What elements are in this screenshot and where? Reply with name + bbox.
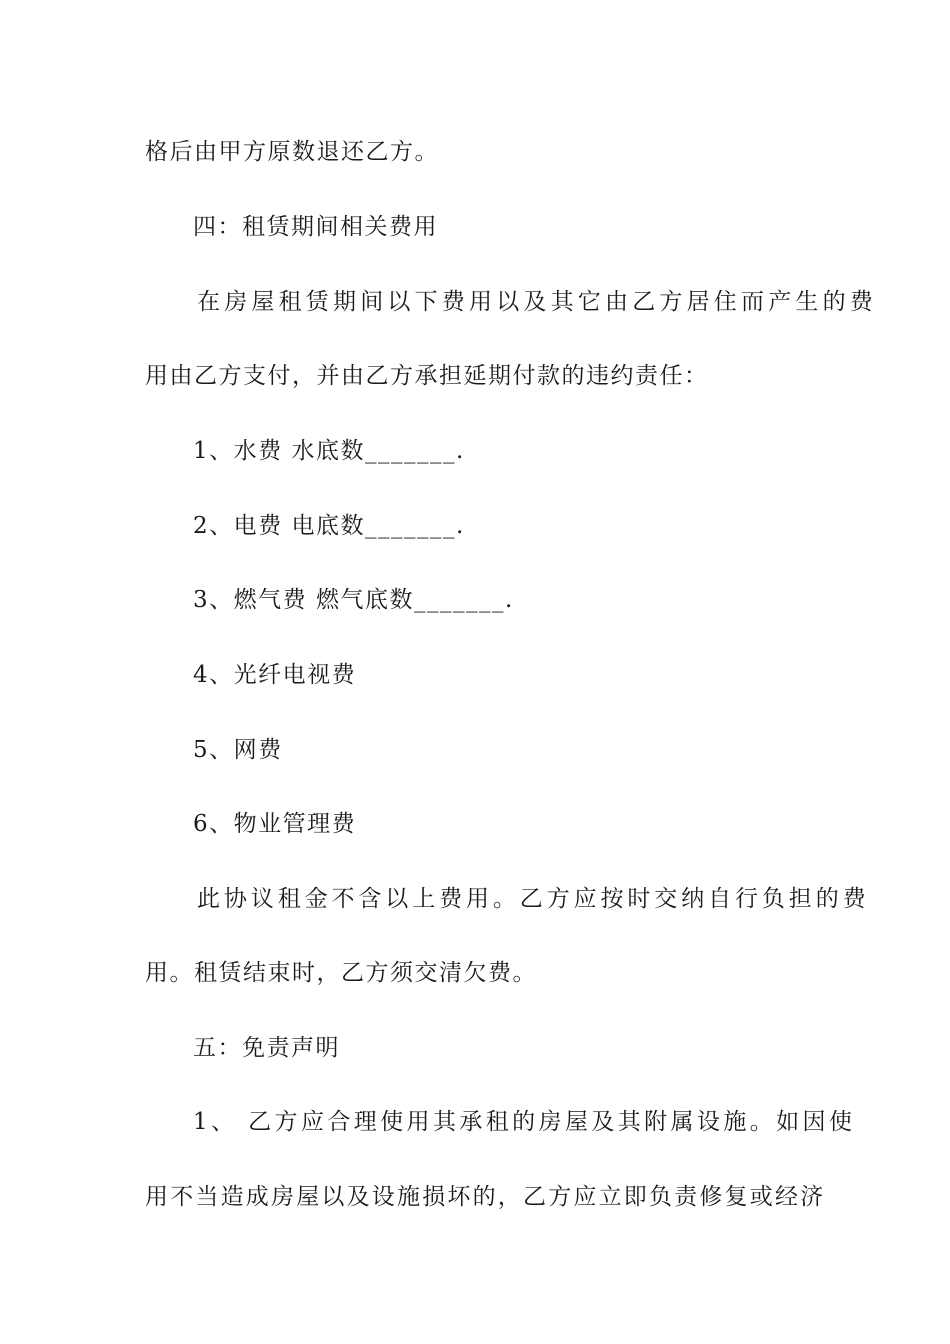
paragraph-line-rent-excludes-2: 用。租赁结束时，乙方须交清欠费。	[145, 960, 537, 986]
list-item-internet-fee: 5、网费	[193, 737, 283, 763]
section-heading-fees: 四：租赁期间相关费用	[193, 214, 438, 240]
paragraph-line-disclaimer-1: 1、 乙方应合理使用其承租的房屋及其附属设施。如因使	[193, 1109, 856, 1135]
paragraph-line-rent-excludes-1: 此协议租金不含以上费用。乙方应按时交纳自行负担的费	[197, 886, 870, 912]
list-item-gas-fee: 3、燃气费 燃气底数_______.	[193, 587, 514, 613]
paragraph-line-fees-intro-2: 用由乙方支付，并由乙方承担延期付款的违约责任：	[145, 363, 709, 389]
paragraph-line-return-deposit: 格后由甲方原数退还乙方。	[145, 139, 439, 165]
list-item-water-fee: 1、水费 水底数_______.	[193, 438, 465, 464]
list-item-fiber-tv-fee: 4、光纤电视费	[193, 662, 357, 688]
paragraph-line-fees-intro-1: 在房屋租赁期间以下费用以及其它由乙方居住而产生的费	[197, 289, 877, 315]
paragraph-line-disclaimer-2: 用不当造成房屋以及设施损坏的，乙方应立即负责修复或经济	[145, 1184, 826, 1210]
list-item-electricity-fee: 2、电费 电底数_______.	[193, 513, 465, 539]
list-item-property-management-fee: 6、物业管理费	[193, 811, 357, 837]
section-heading-disclaimer: 五：免责声明	[193, 1035, 340, 1061]
